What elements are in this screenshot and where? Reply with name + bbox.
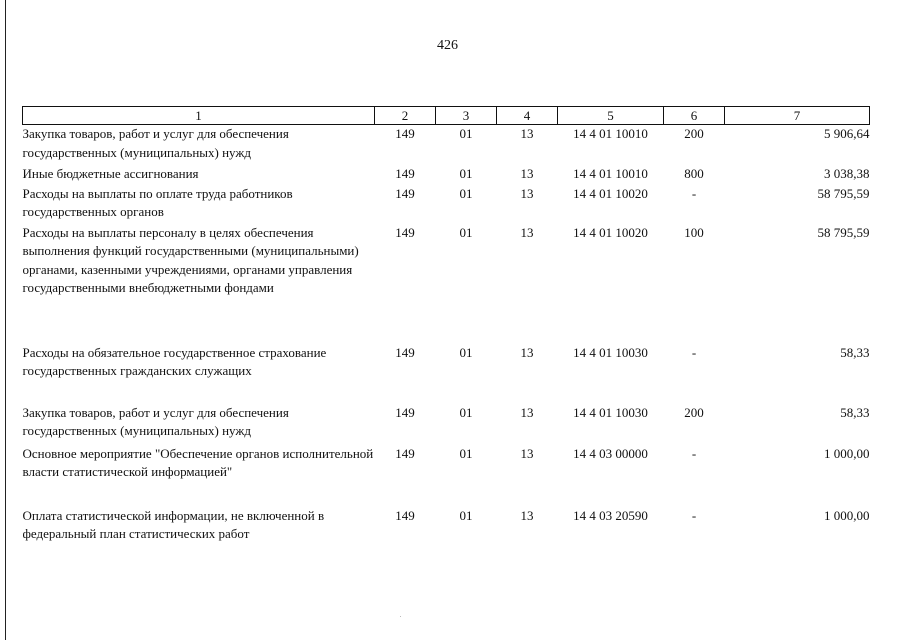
row-code-2: 149	[395, 185, 415, 201]
row-code-3: 01	[459, 185, 473, 201]
row-code-5: 14 4 01 10010	[573, 126, 648, 141]
row-description: Основное мероприятие "Обеспечение органов исполнительной власти статистической информацией"	[22, 445, 374, 479]
column-header: 7	[725, 107, 870, 125]
table-row	[23, 344, 870, 404]
row-description: Расходы на обязательное государственное страхование государственных гражданских служащих	[22, 344, 327, 378]
column-header: 5	[558, 107, 664, 125]
row-code-6: -	[691, 507, 697, 523]
row-code-6: -	[691, 344, 697, 360]
row-code-3: 01	[459, 404, 473, 420]
row-amount: 5 906,64	[824, 126, 870, 141]
table-row	[23, 165, 870, 185]
row-amount: 58 795,59	[817, 224, 870, 240]
row-code-5: 14 4 03 00000	[573, 445, 648, 461]
row-code-3: 01	[459, 344, 473, 360]
row-description: Расходы на выплаты по оплате труда работников государственных органов	[22, 185, 293, 219]
row-amount: 3 038,38	[824, 165, 870, 181]
row-description: Расходы на выплаты персоналу в целях обеспечения выполнения функций государственными (муниципальными) органами, казенными учреждениями, органами управления государственными внебюджетными фондами	[22, 224, 359, 295]
row-code-2: 149	[395, 404, 415, 420]
row-amount: 58 795,59	[817, 185, 870, 201]
row-code-5: 14 4 01 10030	[573, 404, 648, 420]
row-code-2: 149	[395, 344, 415, 360]
row-code-4: 13	[520, 507, 534, 523]
row-code-3: 01	[459, 445, 473, 461]
row-code-6: 100	[684, 224, 704, 240]
scan-speck	[400, 616, 401, 617]
row-code-4: 13	[520, 224, 534, 240]
row-code-6: 200	[684, 404, 704, 420]
row-code-6: 800	[684, 165, 704, 181]
table-row	[23, 507, 870, 547]
table-row	[23, 445, 870, 507]
row-code-2: 149	[395, 507, 415, 523]
row-code-3: 01	[459, 224, 473, 240]
table-row	[23, 125, 870, 165]
row-code-6: -	[691, 185, 697, 201]
table-row	[23, 224, 870, 344]
row-code-5: 14 4 01 10030	[573, 344, 648, 360]
row-code-4: 13	[520, 185, 534, 201]
column-header: 6	[664, 107, 725, 125]
budget-table	[22, 106, 870, 547]
row-amount: 58,33	[840, 404, 870, 420]
column-header: 3	[436, 107, 497, 125]
row-description: Закупка товаров, работ и услуг для обеспечения государственных (муниципальных) нужд	[22, 404, 289, 438]
row-code-4: 13	[520, 344, 534, 360]
row-amount: 1 000,00	[824, 507, 870, 523]
header-row	[23, 107, 870, 125]
row-code-4: 13	[520, 445, 534, 461]
row-code-4: 13	[520, 404, 534, 420]
row-description: Закупка товаров, работ и услуг для обеспечения государственных (муниципальных) нужд	[22, 126, 289, 160]
row-amount: 1 000,00	[824, 445, 870, 461]
table-row	[23, 185, 870, 224]
row-code-4: 13	[520, 126, 534, 141]
row-description: Иные бюджетные ассигнования	[22, 165, 199, 181]
table-row	[23, 404, 870, 445]
row-code-2: 149	[395, 445, 415, 461]
row-code-2: 149	[395, 224, 415, 240]
row-code-5: 14 4 03 20590	[573, 507, 648, 523]
page-number: 426	[437, 38, 458, 53]
row-code-2: 149	[395, 165, 415, 181]
row-description: Оплата статистической информации, не включенной в федеральный план статистических работ	[22, 507, 325, 541]
row-code-4: 13	[520, 165, 534, 181]
row-code-5: 14 4 01 10010	[573, 165, 648, 181]
column-header: 1	[23, 107, 375, 125]
page-left-border	[5, 0, 6, 640]
row-code-5: 14 4 01 10020	[573, 185, 648, 201]
row-code-6: 200	[684, 126, 704, 141]
row-code-2: 149	[395, 126, 415, 141]
row-amount: 58,33	[840, 344, 870, 360]
column-header: 4	[497, 107, 558, 125]
row-code-3: 01	[459, 165, 473, 181]
row-code-5: 14 4 01 10020	[573, 224, 648, 240]
row-code-6: -	[691, 445, 697, 461]
row-code-3: 01	[459, 507, 473, 523]
row-code-3: 01	[459, 126, 473, 141]
column-header: 2	[375, 107, 436, 125]
